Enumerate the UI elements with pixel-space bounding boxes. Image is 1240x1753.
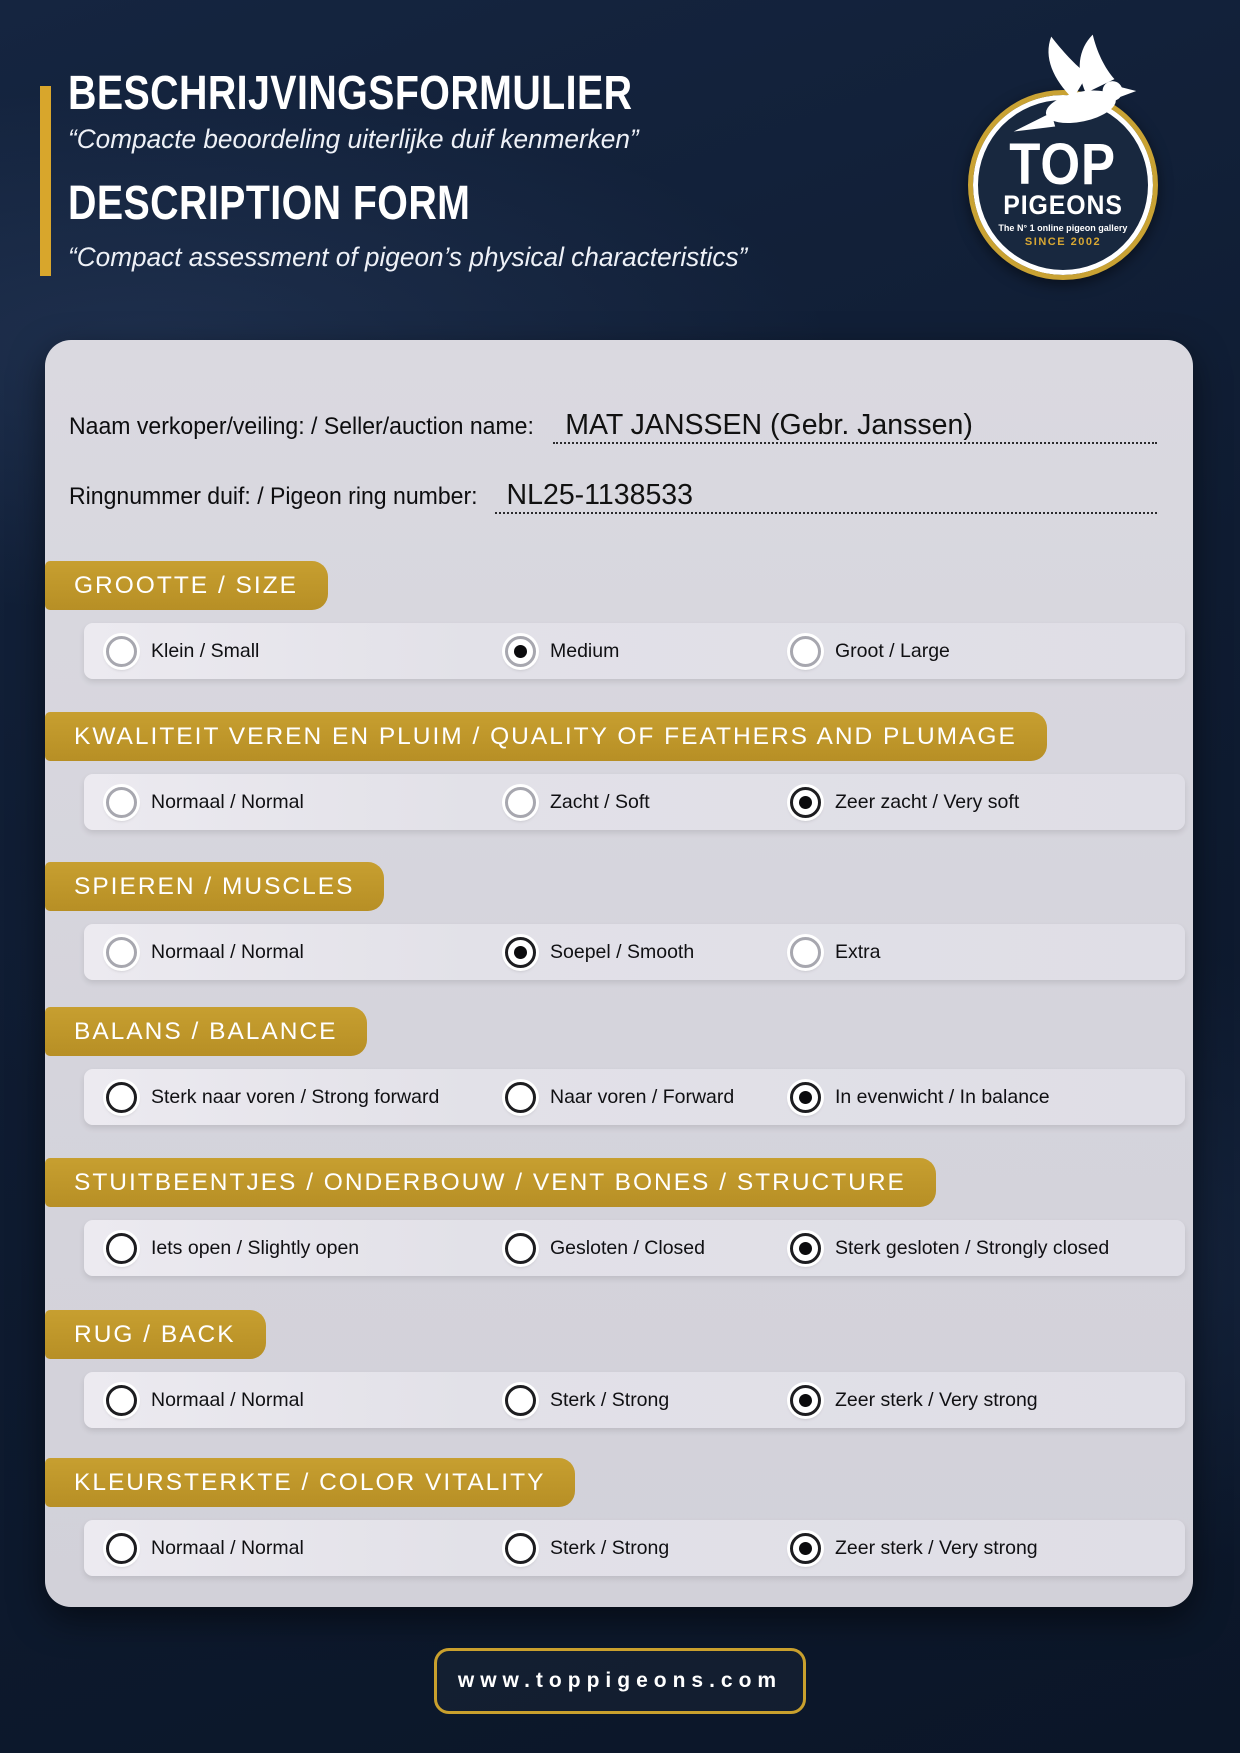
option	[106, 924, 304, 980]
option-label: Zeer sterk / Very strong	[835, 1536, 1038, 1559]
option-label: Normaal / Normal	[151, 790, 304, 813]
option-row-strip	[84, 1069, 1185, 1125]
section-badge: KLEURSTERKTE / COLOR VITALITY	[45, 1458, 575, 1507]
option	[505, 1520, 669, 1576]
option	[790, 1220, 1109, 1276]
radio-button[interactable]	[106, 937, 137, 968]
radio-selected[interactable]	[790, 1533, 821, 1564]
radio-button[interactable]	[106, 1385, 137, 1416]
option	[106, 1069, 439, 1125]
option	[790, 924, 881, 980]
option-label: Zeer sterk / Very strong	[835, 1388, 1038, 1411]
radio-button[interactable]	[505, 787, 536, 818]
option-label: Sterk gesloten / Strongly closed	[835, 1236, 1110, 1259]
radio-selected[interactable]	[790, 787, 821, 818]
option-row-strip	[84, 1220, 1185, 1276]
radio-dot	[514, 946, 527, 959]
option-row-strip	[84, 924, 1185, 980]
radio-button[interactable]	[505, 1533, 536, 1564]
radio-dot	[514, 645, 527, 658]
option-label: Normaal / Normal	[151, 1388, 304, 1411]
radio-button[interactable]	[505, 1233, 536, 1264]
radio-button[interactable]	[505, 1385, 536, 1416]
option-label: Normaal / Normal	[151, 1536, 304, 1559]
option-label: Zeer zacht / Very soft	[835, 790, 1020, 813]
option	[106, 1220, 359, 1276]
section-badge: RUG / BACK	[45, 1310, 266, 1359]
option	[790, 1372, 1038, 1428]
footer-url-text: www.toppigeons.com	[457, 1669, 783, 1692]
option-label: Medium	[550, 639, 620, 662]
option-label: Sterk / Strong	[550, 1536, 670, 1559]
ring-number-field	[69, 472, 1157, 514]
option-label: Gesloten / Closed	[550, 1236, 706, 1259]
option	[106, 774, 304, 830]
option-label: Naar voren / Forward	[550, 1085, 735, 1108]
radio-selected[interactable]	[505, 937, 536, 968]
radio-button[interactable]	[106, 1082, 137, 1113]
page-title-dutch: BESCHRIJVINGSFORMULIER	[68, 67, 633, 120]
page-subtitle-dutch: “Compacte beoordeling uiterlijke duif kenmerken”	[68, 124, 639, 154]
option	[790, 1069, 1050, 1125]
radio-dot	[799, 1242, 812, 1255]
option-label: In evenwicht / In balance	[835, 1085, 1050, 1108]
option-label: Sterk naar voren / Strong forward	[151, 1085, 440, 1108]
seller-name-value[interactable]: MAT JANSSEN (Gebr. Janssen)	[553, 409, 1157, 444]
section-badge: GROOTTE / SIZE	[45, 561, 328, 610]
page-title-english: DESCRIPTION FORM	[68, 177, 471, 230]
radio-selected[interactable]	[790, 1082, 821, 1113]
section-badge: SPIEREN / MUSCLES	[45, 862, 384, 911]
radio-button[interactable]	[106, 1233, 137, 1264]
option-row-strip	[84, 774, 1185, 830]
seller-name-label: Naam verkoper/veiling: / Seller/auction name:	[69, 413, 534, 440]
option	[505, 924, 694, 980]
radio-button[interactable]	[106, 787, 137, 818]
radio-selected[interactable]	[790, 1385, 821, 1416]
ring-number-value[interactable]: NL25-1138533	[495, 479, 1157, 514]
option	[505, 1220, 705, 1276]
option-label: Groot / Large	[835, 639, 950, 662]
radio-selected[interactable]	[790, 1233, 821, 1264]
option-label: Soepel / Smooth	[550, 940, 695, 963]
option	[106, 1520, 304, 1576]
radio-button[interactable]	[106, 636, 137, 667]
option	[505, 1069, 734, 1125]
option-label: Normaal / Normal	[151, 940, 304, 963]
option	[505, 1372, 669, 1428]
radio-dot	[799, 796, 812, 809]
seller-name-field	[69, 402, 1157, 444]
section-badge: KWALITEIT VEREN EN PLUIM / QUALITY OF FEATHERS AND PLUMAGE	[45, 712, 1047, 761]
radio-button[interactable]	[790, 937, 821, 968]
radio-dot	[799, 1394, 812, 1407]
radio-dot	[799, 1542, 812, 1555]
ring-number-label: Ringnummer duif: / Pigeon ring number:	[69, 483, 478, 510]
option	[790, 1520, 1038, 1576]
dove-icon	[986, 32, 1154, 144]
radio-button[interactable]	[505, 1082, 536, 1113]
option-row-strip	[84, 623, 1185, 679]
top-pigeons-logo	[958, 36, 1173, 284]
option-row-strip	[84, 1372, 1185, 1428]
radio-dot	[799, 1091, 812, 1104]
option-label: Klein / Small	[151, 639, 260, 662]
option	[790, 623, 950, 679]
option-label: Zacht / Soft	[550, 790, 650, 813]
section-badge: BALANS / BALANCE	[45, 1007, 367, 1056]
option-label: Iets open / Slightly open	[151, 1236, 360, 1259]
logo-since-text: SINCE 2002	[1024, 236, 1102, 248]
section-badge: STUITBEENTJES / ONDERBOUW / VENT BONES / STRUCTURE	[45, 1158, 936, 1207]
logo-word-pigeons: PIGEONS	[1003, 190, 1123, 220]
radio-button[interactable]	[106, 1533, 137, 1564]
option-label: Extra	[835, 940, 881, 963]
radio-selected[interactable]	[505, 636, 536, 667]
page-subtitle-english: “Compact assessment of pigeon’s physical characteristics”	[68, 242, 748, 272]
footer-link[interactable]	[434, 1648, 806, 1714]
logo-tagline: The N° 1 online pigeon gallery	[998, 223, 1128, 234]
radio-button[interactable]	[790, 636, 821, 667]
logo-word-top: TOP	[1009, 132, 1117, 197]
option	[505, 774, 650, 830]
option	[505, 623, 619, 679]
form-card	[45, 340, 1193, 1607]
option	[790, 774, 1019, 830]
option-row-strip	[84, 1520, 1185, 1576]
option	[106, 1372, 304, 1428]
gold-accent-bar	[40, 86, 51, 276]
option	[106, 623, 259, 679]
option-label: Sterk / Strong	[550, 1388, 670, 1411]
